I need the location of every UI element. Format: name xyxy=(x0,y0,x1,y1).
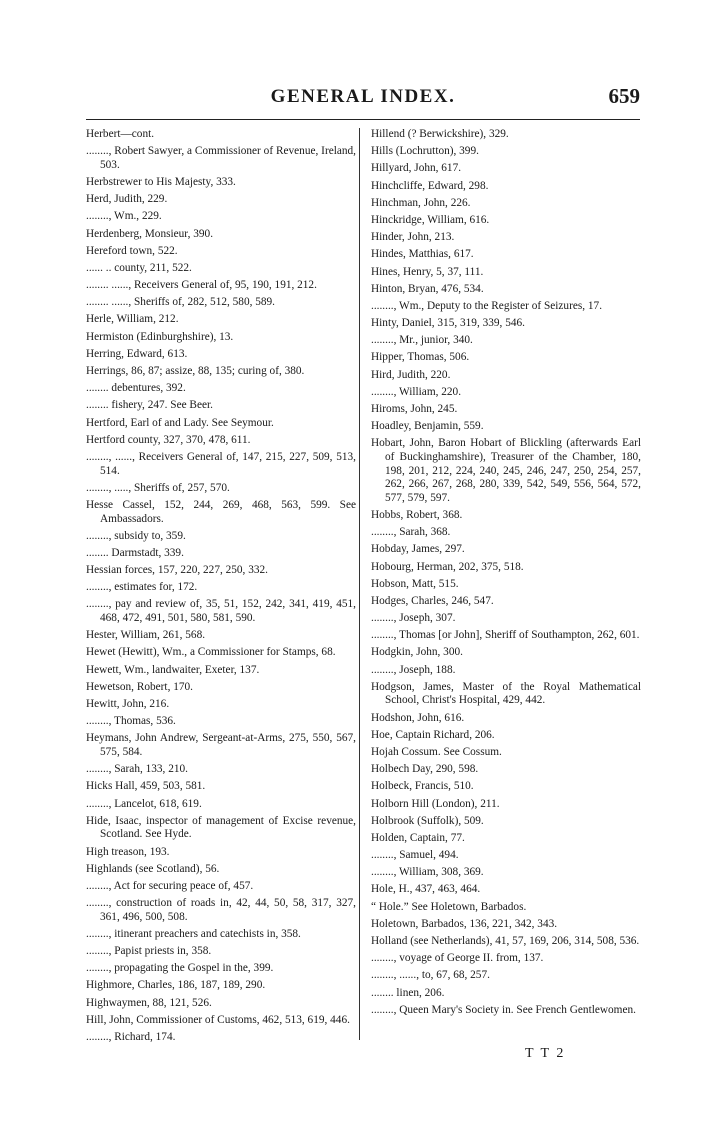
index-entry: Herle, William, 212. xyxy=(86,313,179,326)
index-entry: Holbeck, Francis, 510. xyxy=(371,780,474,793)
page-title: GENERAL INDEX. xyxy=(270,86,456,107)
index-entry: ........, Robert Sawyer, a Commissioner of Revenue, Ireland, 503. xyxy=(86,145,356,171)
index-entry: Hills (Lochrutton), 399. xyxy=(371,145,479,158)
index-entry: ........, Sarah, 368. xyxy=(371,526,451,539)
page-header xyxy=(86,84,640,114)
index-entry: Heymans, John Andrew, Sergeant-at-Arms, 275, 550, 567, 575, 584. xyxy=(86,732,356,758)
index-entry: High treason, 193. xyxy=(86,845,170,858)
index-entry: ........, Samuel, 494. xyxy=(371,849,459,862)
index-entry: Hoadley, Benjamin, 559. xyxy=(371,420,484,433)
index-entry: ........, Thomas, 536. xyxy=(86,715,176,728)
index-entry: Highmore, Charles, 186, 187, 189, 290. xyxy=(86,979,266,992)
index-entry: Holborn Hill (London), 211. xyxy=(371,797,500,810)
index-entry: ........, subsidy to, 359. xyxy=(86,529,186,542)
index-entry: Hinton, Bryan, 476, 534. xyxy=(371,282,484,295)
index-entry: “ Hole.” See Holetown, Barbados. xyxy=(371,900,527,913)
signature-mark: T T 2 xyxy=(525,1046,566,1061)
index-entry: ........, William, 308, 369. xyxy=(371,866,484,879)
index-entry: Hertford, Earl of and Lady. See Seymour. xyxy=(86,416,274,429)
index-entry: Hobday, James, 297. xyxy=(371,543,465,556)
index-entry: Highlands (see Scotland), 56. xyxy=(86,862,220,875)
index-entry: ........, Wm., Deputy to the Register of Seizures, 17. xyxy=(371,299,603,312)
index-entry: Hodgkin, John, 300. xyxy=(371,646,463,659)
left-column xyxy=(86,128,356,1048)
index-entry: Hereford town, 522. xyxy=(86,244,178,257)
column-divider xyxy=(359,128,360,1040)
index-entry: Hindes, Matthias, 617. xyxy=(371,248,474,261)
index-entry: ........, William, 220. xyxy=(371,385,462,398)
index-entry: ........, propagating the Gospel in the, 399. xyxy=(86,962,274,975)
index-entry: Hobart, John, Baron Hobart of Blickling (afterwards Earl of Buckinghamshire), Treasurer of the Chamber, 180, 198, 201, 212, 224, 240, 245, 246, 247, 250, 254, 257, 262, 266, 267, 268, 280, 339, 542, 549, 556, 564, 572, 577, 579, 597. xyxy=(371,437,641,504)
index-entry: Hertford county, 327, 370, 478, 611. xyxy=(86,433,251,446)
index-entry: Hillend (? Berwickshire), 329. xyxy=(371,128,509,140)
index-entry: Hines, Henry, 5, 37, 111. xyxy=(371,265,484,278)
index-entry: Hole, H., 437, 463, 464. xyxy=(371,883,481,896)
index-entry: Hinder, John, 213. xyxy=(371,231,455,244)
index-entry: ........, Joseph, 307. xyxy=(371,612,456,625)
index-entry: Hoe, Captain Richard, 206. xyxy=(371,728,495,741)
index-entry: Herrings, 86, 87; assize, 88, 135; curing of, 380. xyxy=(86,365,305,378)
index-entry: Herdenberg, Monsieur, 390. xyxy=(86,227,214,240)
index-entry: ........, Act for securing peace of, 457. xyxy=(86,879,254,892)
index-entry: Hodges, Charles, 246, 547. xyxy=(371,594,494,607)
index-entry: Holetown, Barbados, 136, 221, 342, 343. xyxy=(371,917,558,930)
index-entry: Hinckridge, William, 616. xyxy=(371,213,490,226)
index-entry: ........, estimates for, 172. xyxy=(86,581,198,594)
index-entry: Hipper, Thomas, 506. xyxy=(371,351,470,364)
index-entry: Hessian forces, 157, 220, 227, 250, 332. xyxy=(86,564,268,577)
page-number: 659 xyxy=(608,84,640,108)
index-entry: Holland (see Netherlands), 41, 57, 169, 206, 314, 508, 536. xyxy=(371,935,640,948)
index-entry: ........ linen, 206. xyxy=(371,986,445,999)
index-entry: Hillyard, John, 617. xyxy=(371,162,462,175)
index-entry: ........, Richard, 174. xyxy=(86,1030,176,1043)
index-entry: Hird, Judith, 220. xyxy=(371,368,451,381)
index-entry: ........ fishery, 247. See Beer. xyxy=(86,399,213,412)
index-entry: ........, Joseph, 188. xyxy=(371,663,456,676)
index-entry: Hodgson, James, Master of the Royal Mathematical School, Christ's Hospital, 429, 442. xyxy=(371,680,641,707)
index-entry: Hester, William, 261, 568. xyxy=(86,629,206,642)
index-entry: Hide, Isaac, inspector of management of Excise revenue, Scotland. See Hyde. xyxy=(86,814,356,841)
index-entry: ........ debentures, 392. xyxy=(86,382,186,395)
index-entry: ........ ......, Sheriffs of, 282, 512, 580, 589. xyxy=(86,296,276,309)
index-entry: Hiroms, John, 245. xyxy=(371,403,458,415)
index-entry: Hinty, Daniel, 315, 319, 339, 546. xyxy=(371,317,525,330)
index-entry: Herd, Judith, 229. xyxy=(86,193,168,206)
index-entry: ........, Lancelot, 618, 619. xyxy=(86,797,202,810)
index-entry: Highwaymen, 88, 121, 526. xyxy=(86,996,212,1009)
index-entry: Hill, John, Commissioner of Customs, 462, 513, 619, 446. xyxy=(86,1013,350,1026)
index-entry: ........, Mr., junior, 340. xyxy=(371,334,473,347)
index-entry: Holbech Day, 290, 598. xyxy=(371,763,479,776)
index-entry: Hewetson, Robert, 170. xyxy=(86,680,193,693)
index-entry: ........, ......, Receivers General of, 147, 215, 227, 509, 513, 514. xyxy=(86,450,356,477)
index-entry: Hobson, Matt, 515. xyxy=(371,577,459,590)
right-column xyxy=(371,128,641,1021)
index-entry: ...... .. county, 211, 522. xyxy=(86,261,192,274)
index-entry: Hesse Cassel, 152, 244, 269, 468, 563, 599. See Ambassadors. xyxy=(86,498,356,525)
index-entry: Herbert—cont. xyxy=(86,128,155,140)
index-entry: ........, Wm., 229. xyxy=(86,210,162,223)
index-entry: ........, voyage of George II. from, 137. xyxy=(371,952,544,965)
index-entry: Hewitt, John, 216. xyxy=(86,698,170,710)
index-entry: Holbrook (Suffolk), 509. xyxy=(371,814,484,827)
index-entry: Hobourg, Herman, 202, 375, 518. xyxy=(371,560,524,573)
index-entry: Hewet (Hewitt), Wm., a Commissioner for Stamps, 68. xyxy=(86,646,336,659)
header-rule xyxy=(86,119,640,120)
index-entry: ........ ......, Receivers General of, 95, 190, 191, 212. xyxy=(86,279,317,292)
index-entry: Hojah Cossum. See Cossum. xyxy=(371,745,502,758)
index-entry: Hinchcliffe, Edward, 298. xyxy=(371,179,489,192)
index-entry: ........ Darmstadt, 339. xyxy=(86,546,184,559)
index-entry: Hewett, Wm., landwaiter, Exeter, 137. xyxy=(86,663,260,676)
index-entry: ........, itinerant preachers and catechists in, 358. xyxy=(86,927,301,940)
index-entry: Hermiston (Edinburghshire), 13. xyxy=(86,330,234,343)
index-entry: Holden, Captain, 77. xyxy=(371,831,465,844)
index-entry: Hinchman, John, 226. xyxy=(371,196,471,209)
index-entry: ........, Papist priests in, 358. xyxy=(86,945,212,958)
index-entry: ........, Thomas [or John], Sheriff of Southampton, 262, 601. xyxy=(371,629,640,642)
index-entry: Hobbs, Robert, 368. xyxy=(371,508,463,521)
index-entry: ........, Sarah, 133, 210. xyxy=(86,763,188,776)
index-entry: Hicks Hall, 459, 503, 581. xyxy=(86,780,206,793)
index-entry: Herring, Edward, 613. xyxy=(86,347,188,360)
index-entry: ........, ....., Sheriffs of, 257, 570. xyxy=(86,481,230,494)
index-entry: ........, pay and review of, 35, 51, 152, 242, 341, 419, 451, 468, 472, 491, 501, 580, 581, 590. xyxy=(86,598,356,625)
index-entry: ........, ......, to, 67, 68, 257. xyxy=(371,969,490,982)
index-entry: Hodshon, John, 616. xyxy=(371,711,465,724)
index-entry: Herbstrewer to His Majesty, 333. xyxy=(86,175,236,188)
index-entry: ........, Queen Mary's Society in. See French Gentlewomen. xyxy=(371,1003,636,1016)
index-entry: ........, construction of roads in, 42, 44, 50, 58, 317, 327, 361, 496, 500, 508. xyxy=(86,897,356,923)
